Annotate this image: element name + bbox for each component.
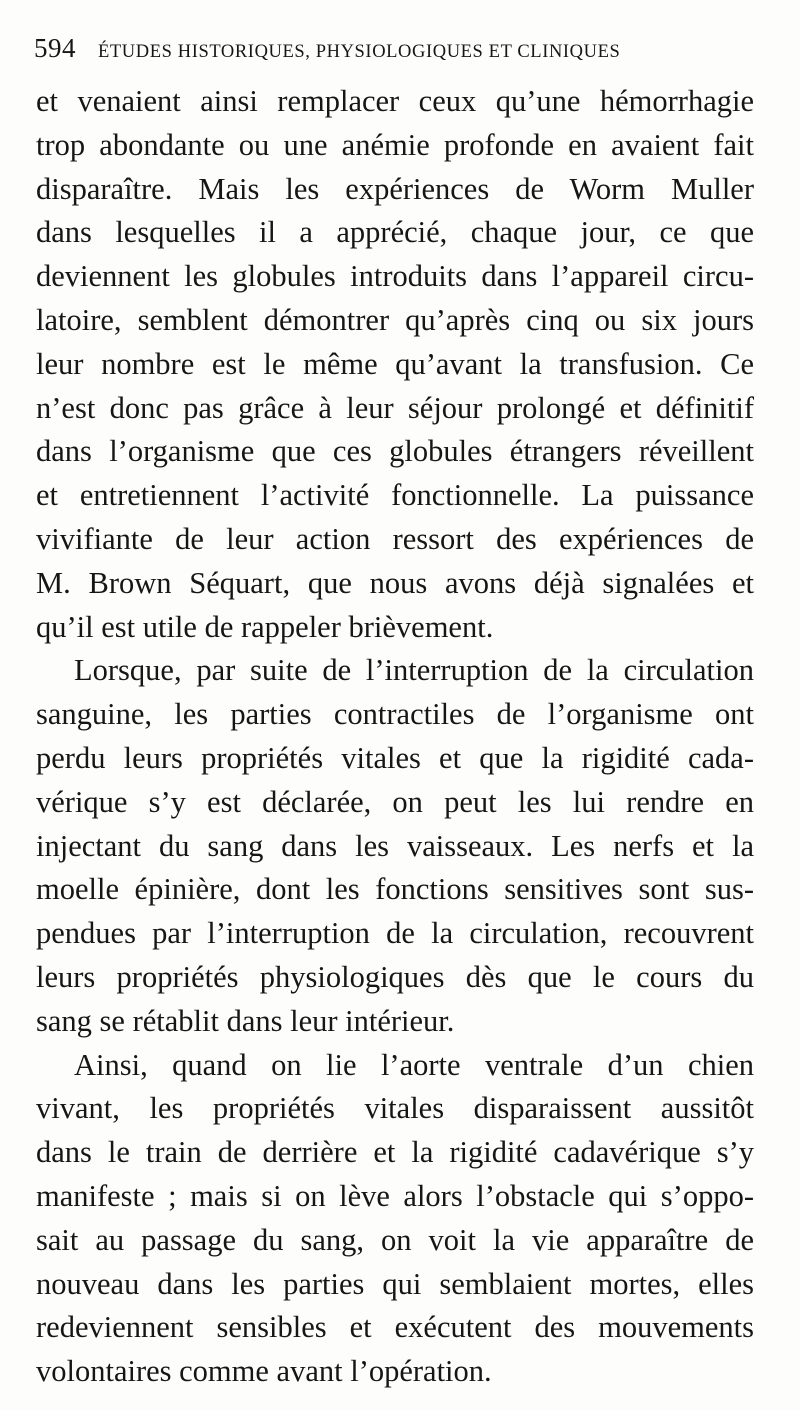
running-title: ÉTUDES HISTORIQUES, PHYSIOLOGIQUES ET CLINIQUES [98, 42, 621, 62]
text-line: deviennent les globules introduits dans l’appareil circu- [36, 259, 754, 294]
text-line: sang se rétablit dans leur intérieur. [36, 1003, 455, 1038]
text-line: disparaître. Mais les expériences de Worm Muller [36, 171, 754, 206]
text-line: dans l’organisme que ces globules étrangers réveillent [36, 434, 754, 469]
text-line: leurs propriétés physiologiques dès que le cours du [36, 959, 754, 994]
paragraph [36, 1044, 754, 1394]
text-line: qu’il est utile de rappeler brièvement. [36, 609, 494, 644]
text-line: volontaires comme avant l’opération. [36, 1354, 492, 1389]
text-line: manifeste ; mais si on lève alors l’obstacle qui s’oppo- [36, 1178, 754, 1213]
text-line: Lorsque, par suite de l’interruption de la circulation [74, 653, 754, 688]
text-line: redeviennent sensibles et exécutent des mouvements [36, 1310, 754, 1345]
text-line: nouveau dans les parties qui semblaient mortes, elles [36, 1266, 754, 1301]
text-line: n’est donc pas grâce à leur séjour prolongé et définitif [36, 390, 754, 425]
paragraph [36, 80, 754, 649]
text-line: Ainsi, quand on lie l’aorte ventrale d’un chien [74, 1047, 754, 1082]
text-line: dans le train de derrière et la rigidité cadavérique s’y [36, 1135, 754, 1170]
text-line: M. Brown Séquart, que nous avons déjà signalées et [36, 565, 754, 600]
text-line: vivifiante de leur action ressort des expériences de [36, 521, 754, 556]
text-line: trop abondante ou une anémie profonde en avaient fait [36, 127, 754, 162]
text-line: injectant du sang dans les vaisseaux. Les nerfs et la [36, 828, 754, 863]
text-line: vivant, les propriétés vitales disparaissent aussitôt [36, 1091, 754, 1126]
text-line: leur nombre est le même qu’avant la transfusion. Ce [36, 346, 754, 381]
running-header [34, 33, 774, 73]
text-line: moelle épinière, dont les fonctions sensitives sont sus- [36, 872, 754, 907]
text-line: vérique s’y est déclarée, on peut les lui rendre en [36, 784, 754, 819]
text-line: sait au passage du sang, on voit la vie apparaître de [36, 1222, 754, 1257]
text-line: et venaient ainsi remplacer ceux qu’une hémorrhagie [36, 84, 754, 118]
paragraph [36, 649, 754, 1043]
text-line: pendues par l’interruption de la circulation, recouvrent [36, 916, 754, 951]
text-line: et entretiennent l’activité fonctionnelle. La puissance [36, 478, 754, 513]
text-line: sanguine, les parties contractiles de l’organisme ont [36, 697, 754, 732]
text-line: latoire, semblent démontrer qu’après cinq ou six jours [36, 302, 754, 337]
text-line: perdu leurs propriétés vitales et que la rigidité cada- [36, 740, 754, 775]
text-line: dans lesquelles il a apprécié, chaque jour, ce que [36, 215, 754, 250]
body-text [36, 80, 754, 1394]
page-number: 594 [34, 33, 76, 63]
